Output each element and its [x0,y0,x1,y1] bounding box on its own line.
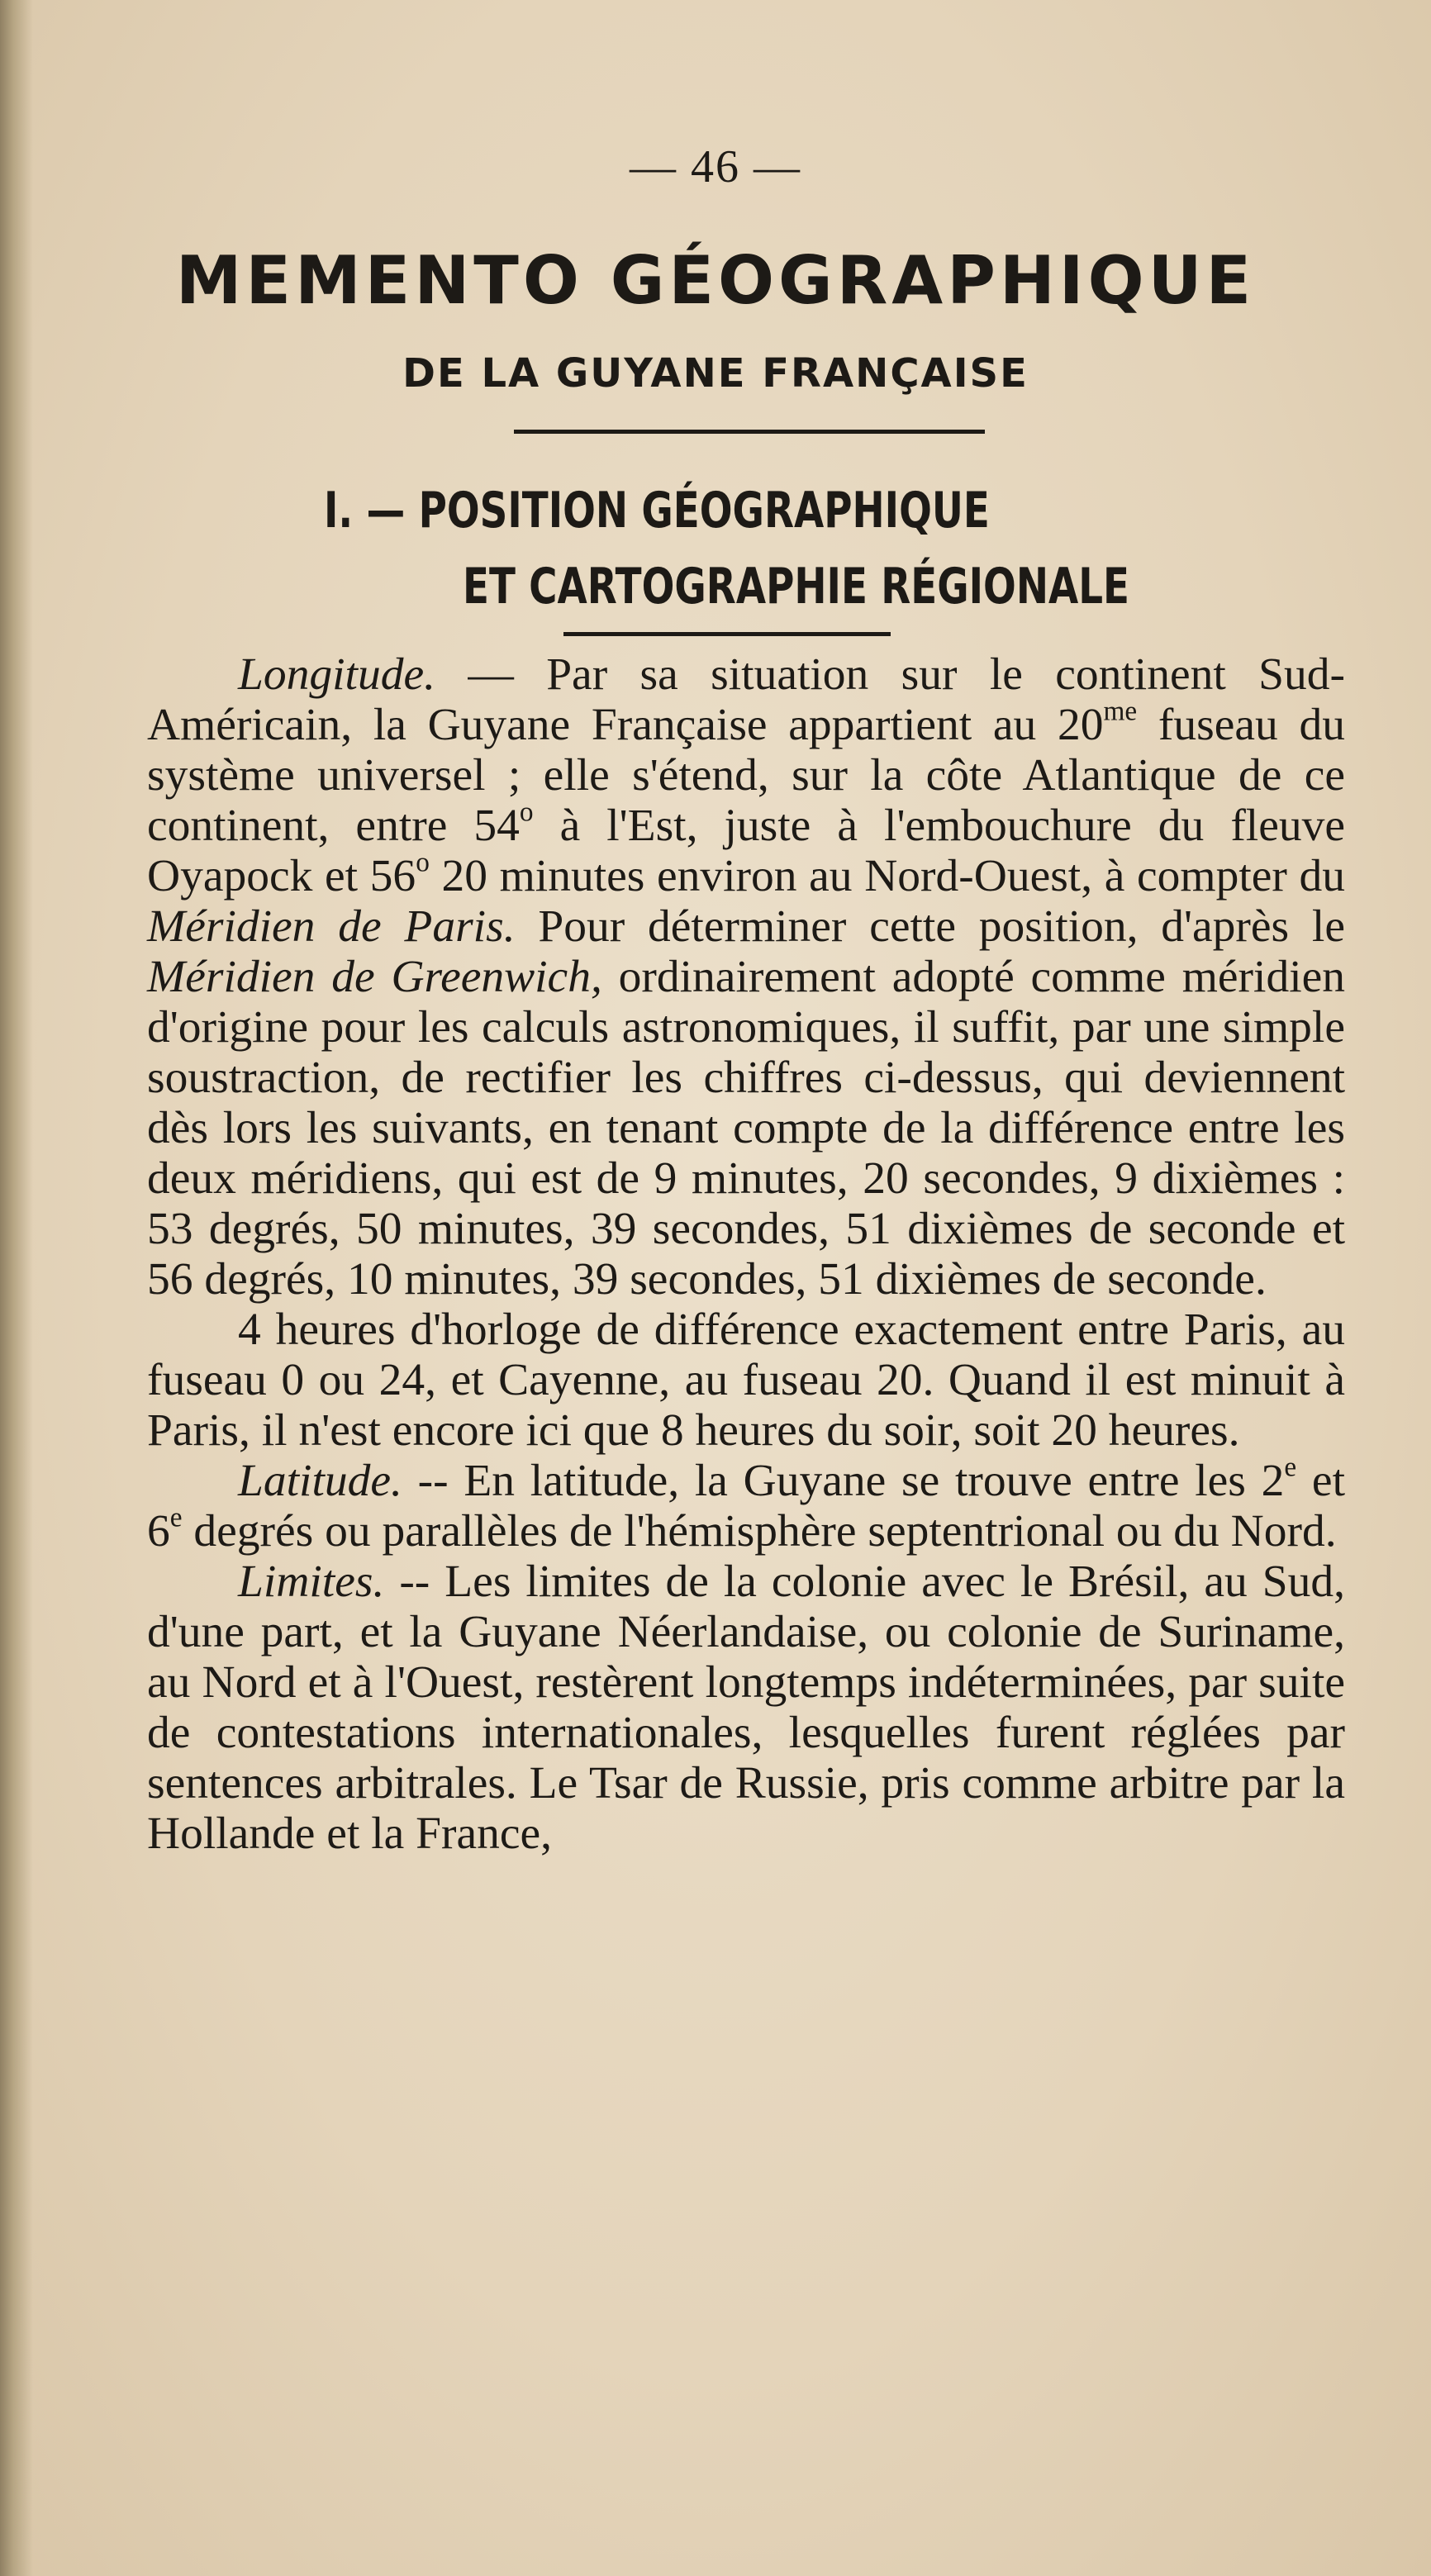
paragraph-longitude [147,649,1345,1305]
paragraph-text: -- Les limites de la colonie avec le Brésil, au Sud, d'une part, et la Guyane Néerlandaise, ou colonie de Suriname, au Nord et à l'Ouest, restèrent longtemps indéterminées, par suite de contestations internationales, lesquelles furent réglées par sentences arbitrales. Le Tsar de Russie, pris comme arbitre par la Hollande et la France, [147,1557,1345,1859]
section-heading-text-1: POSITION GÉOGRAPHIQUE [418,482,990,539]
superscript: e [169,1502,183,1533]
paragraph-text: degrés ou parallèles de l'hémisphère septentrional ou du Nord. [182,1506,1337,1557]
superscript: e [1284,1452,1297,1483]
title-divider [514,430,985,434]
paragraph-text: 20 minutes environ au Nord-Ouest, à compter du [429,851,1345,901]
page-title: MEMENTO GÉOGRAPHIQUE [175,242,1256,319]
italic-text: Méridien de Greenwich, [147,952,602,1002]
section-heading-line-2: ET CARTOGRAPHIE RÉGIONALE [463,558,1130,615]
section-number: I. [324,482,354,539]
body-text [147,649,1345,1859]
paragraph-limites [147,1557,1345,1859]
section-heading-line-1 [324,482,990,539]
superscript: o [416,847,430,878]
paragraph-text: Pour déterminer cette position, d'après le [515,901,1345,952]
paragraph-latitude [147,1452,1345,1557]
paragraph-lead: Latitude. [238,1456,402,1506]
paragraph-text: — Par sa situation sur le continent Sud-Américain, la Guyane Française appartient au 20 [147,649,1345,750]
paragraph-lead: Limites. [238,1557,385,1607]
section-divider [563,632,891,636]
superscript: o [519,796,534,828]
section-dash: — [366,482,406,539]
paragraph-text: -- En latitude, la Guyane se trouve entre les 2 [402,1456,1285,1506]
page-subtitle: DE LA GUYANE FRANÇAISE [402,350,1029,397]
paragraph-hours: 4 heures d'horloge de différence exactement entre Paris, au fuseau 0 ou 24, et Cayenne, au fuseau 20. Quand il est minuit à Paris, il n'est encore ici que 8 heures du soir, soit 20 heures. [147,1305,1345,1456]
superscript: me [1103,696,1138,727]
paragraph-text: fuseau du système universel ; elle s'étend, sur la côte Atlantique de ce continent, entre 54 [147,700,1345,851]
paragraph-lead: Longitude. [238,649,435,700]
paragraph-text: à l'Est, juste à l'embouchure du fleuve Oyapock et 56 [147,801,1345,901]
paragraph-text: ordinairement adopté comme méridien d'origine pour les calculs astronomiques, il suffit, par une simple soustraction, de rectifier les chiffres ci-dessus, qui deviennent dès lors les suivants, en tenant compte de la différence entre les deux méridiens, qui est de 9 minutes, 20 secondes, 9 dixièmes : 53 degrés, 50 minutes, 39 secondes, 51 dixièmes de seconde et 56 degrés, 10 minutes, 39 secondes, 51 dixièmes de seconde. [147,952,1345,1305]
paragraph-text: et 6 [147,1456,1345,1557]
italic-text: Méridien de Paris. [147,901,516,952]
page-number: — 46 — [630,141,801,192]
